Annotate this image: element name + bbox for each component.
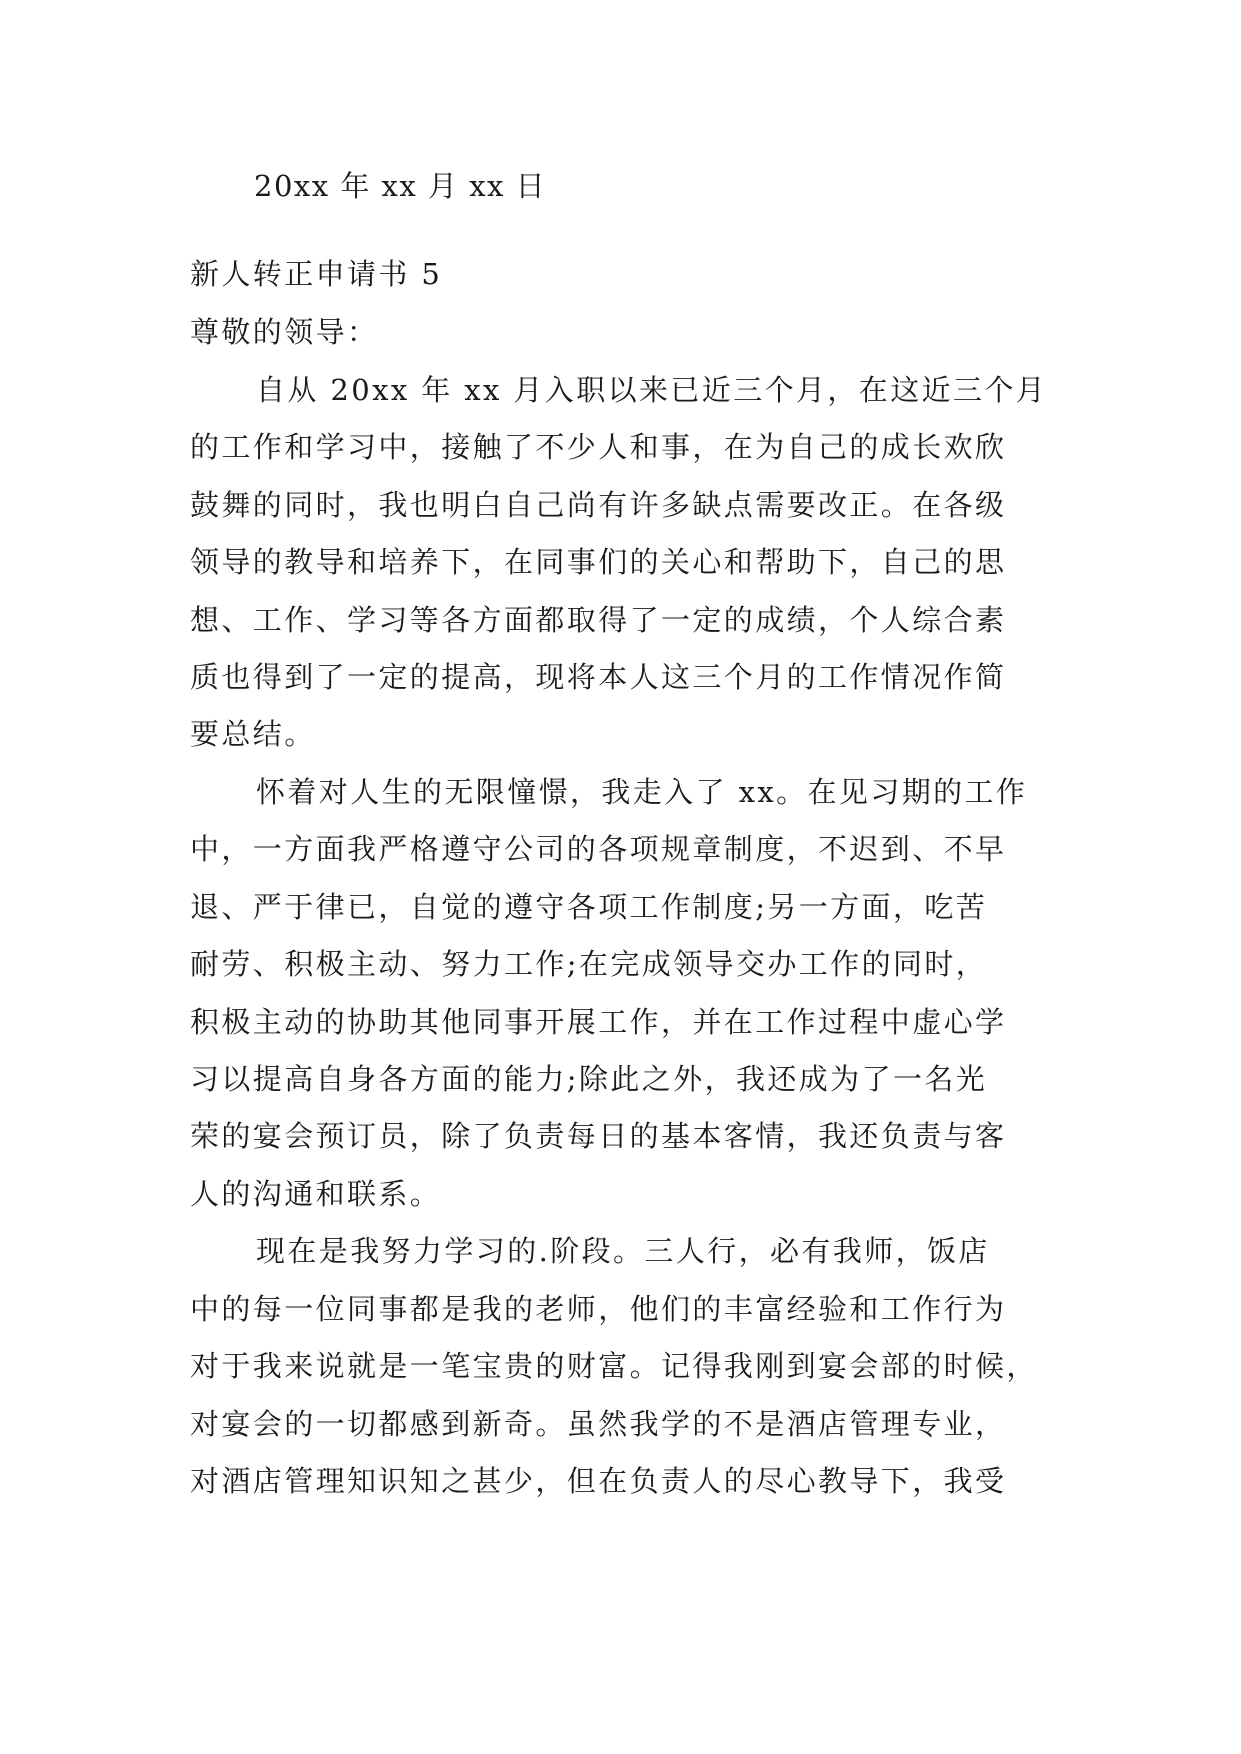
paragraph-line: 习以提高自身各方面的能力;除此之外，我还成为了一名光 [190,1062,988,1096]
paragraph-line: 现在是我努力学习的.阶段。三人行，必有我师，饭店 [256,1234,990,1268]
paragraph-line: 中的每一位同事都是我的老师，他们的丰富经验和工作行为 [190,1292,1007,1326]
paragraph-line: 怀着对人生的无限憧憬，我走入了 xx。在见习期的工作 [256,775,1028,809]
paragraph-line: 对宴会的一切都感到新奇。虽然我学的不是酒店管理专业， [190,1407,1007,1441]
paragraph-line: 要总结。 [190,717,316,751]
document-title: 新人转正申请书 5 [190,257,443,291]
paragraph-line: 自从 20xx 年 xx 月入职以来已近三个月，在这近三个月 [256,373,1048,407]
paragraph-line: 对于我来说就是一笔宝贵的财富。记得我刚到宴会部的时候， [190,1349,1038,1383]
paragraph-line: 中，一方面我严格遵守公司的各项规章制度，不迟到、不早 [190,832,1007,866]
paragraph-line: 积极主动的协助其他同事开展工作，并在工作过程中虚心学 [190,1005,1007,1039]
paragraph-line: 荣的宴会预订员，除了负责每日的基本客情，我还负责与客 [190,1119,1007,1153]
paragraph-line: 退、严于律已，自觉的遵守各项工作制度;另一方面，吃苦 [190,890,988,924]
paragraph-line: 鼓舞的同时，我也明白自己尚有许多缺点需要改正。在各级 [190,488,1007,522]
paragraph-line: 质也得到了一定的提高，现将本人这三个月的工作情况作简 [190,660,1007,694]
salutation: 尊敬的领导： [190,315,379,349]
paragraph-line: 耐劳、积极主动、努力工作;在完成领导交办工作的同时， [190,947,988,981]
paragraph-line: 领导的教导和培养下，在同事们的关心和帮助下，自己的思 [190,545,1007,579]
paragraph-line: 对酒店管理知识知之甚少，但在负责人的尽心教导下，我受 [190,1464,1007,1498]
document-date: 20xx 年 xx 月 xx 日 [254,169,547,203]
paragraph-line: 想、工作、学习等各方面都取得了一定的成绩，个人综合素 [190,603,1007,637]
paragraph-line: 的工作和学习中，接触了不少人和事，在为自己的成长欢欣 [190,430,1007,464]
paragraph-line: 人的沟通和联系。 [190,1177,442,1211]
